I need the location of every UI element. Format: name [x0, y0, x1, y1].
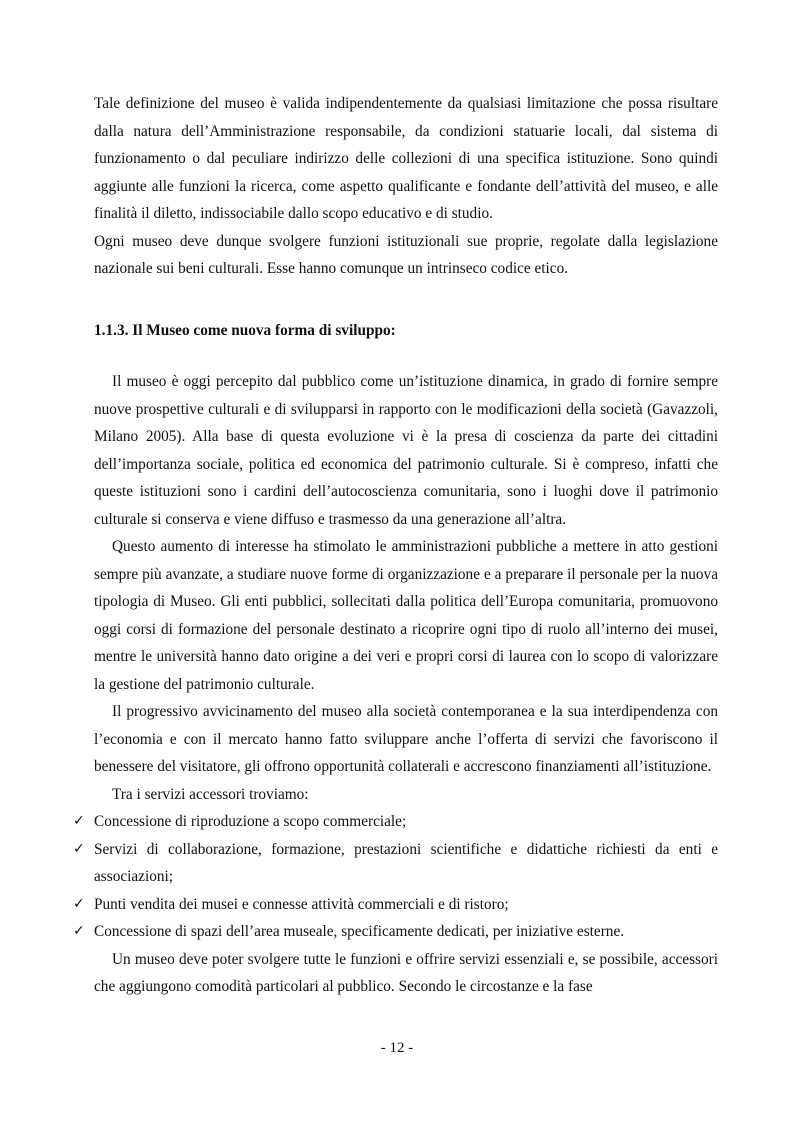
paragraph-list-intro: Tra i servizi accessori troviamo: [112, 785, 309, 803]
paragraph-administrations: Questo aumento di interesse ha stimolato le amministrazioni pubbliche a mettere in atto gestioni sempre più avanzate, a studiare nuove forme di organizzazione e a preparare il personale per la nuova tipologia di Museo. Gli enti pubblici, sollecitati dalla politica dell’Europa comunitaria, promuovono oggi corsi di formazione del personale destinato a ricoprire ogni tipo di ruolo all’interno dei musei, mentre le università hanno dato origine a dei veri e propri corsi di laurea con lo scopo di valorizzare la gestione del patrimonio culturale. [94, 538, 718, 693]
list-item [73, 836, 718, 891]
list-item [73, 891, 718, 919]
checkmark-icon: ✓ [73, 840, 85, 857]
paragraph-functions: Ogni museo deve dunque svolgere funzioni istituzionali sue proprie, regolate dalla legislazione nazionale sui beni culturali. Esse hanno comunque un intrinseco codice etico. [94, 232, 718, 277]
paragraph-dynamic-institution: Il museo è oggi percepito dal pubblico come un’istituzione dinamica, in grado di fornire sempre nuove prospettive culturali e di svilupparsi in rapporto con le modificazioni della società (Gavazzoli, Milano 2005). Alla base di questa evoluzione vi è la presa di coscienza da parte dei cittadini dell’importanza sociale, politica ed economica del patrimonio culturale. Si è compreso, infatti che queste istituzioni sono i cardini dell’autocoscienza comunitaria, sono i luoghi dove il patrimonio culturale si conserva e viene diffuso e trasmesso da una generazione all’altra. [94, 373, 718, 528]
page-number: - 12 - [380, 1040, 414, 1056]
list-item-text: Concessione di spazi dell’area museale, specificamente dedicati, per iniziative esterne. [94, 923, 625, 940]
checkmark-icon: ✓ [73, 895, 85, 912]
middle-text-block [73, 368, 718, 1001]
list-item-text: Concessione di riproduzione a scopo commerciale; [94, 813, 407, 830]
section-heading-block [94, 317, 718, 345]
top-text-block [94, 90, 718, 283]
list-item-text: Servizi di collaborazione, formazione, prestazioni scientifiche e didattiche richiesti da enti e associazioni; [94, 840, 718, 885]
list-item-text: Punti vendita dei musei e connesse attività commerciali e di ristoro; [94, 895, 509, 913]
services-list [73, 808, 718, 946]
list-item [73, 918, 718, 946]
paragraph-essential-services: Un museo deve poter svolgere tutte le funzioni e offrire servizi essenziali e, se possibile, accessori che aggiungono comodità particolari al pubblico. Secondo le circostanze e la fase [94, 950, 718, 995]
checkmark-icon: ✓ [73, 813, 85, 829]
list-item [73, 808, 718, 836]
paragraph-definition: Tale definizione del museo è valida indipendentemente da qualsiasi limitazione che possa risultare dalla natura dell’Amministrazione responsabile, da condizioni statuarie locali, dal sistema di funzionamento o dal peculiare indirizzo delle collezioni di una specifica istituzione. Sono quindi aggiunte alle funzioni la ricerca, come aspetto qualificante e fondante dell’attività del museo, e alle finalità il diletto, indissociabile dallo scopo educativo e di studio. [94, 95, 718, 222]
section-heading: 1.1.3. Il Museo come nuova forma di sviluppo: [94, 322, 396, 339]
paragraph-economy: Il progressivo avvicinamento del museo alla società contemporanea e la sua interdipendenza con l’economia e con il mercato hanno fatto sviluppare anche l’offerta di servizi che favoriscono il benessere del visitatore, gli offrono opportunità collaterali e accrescono finanziamenti all’istituzione. [94, 703, 718, 775]
checkmark-icon: ✓ [73, 923, 85, 939]
